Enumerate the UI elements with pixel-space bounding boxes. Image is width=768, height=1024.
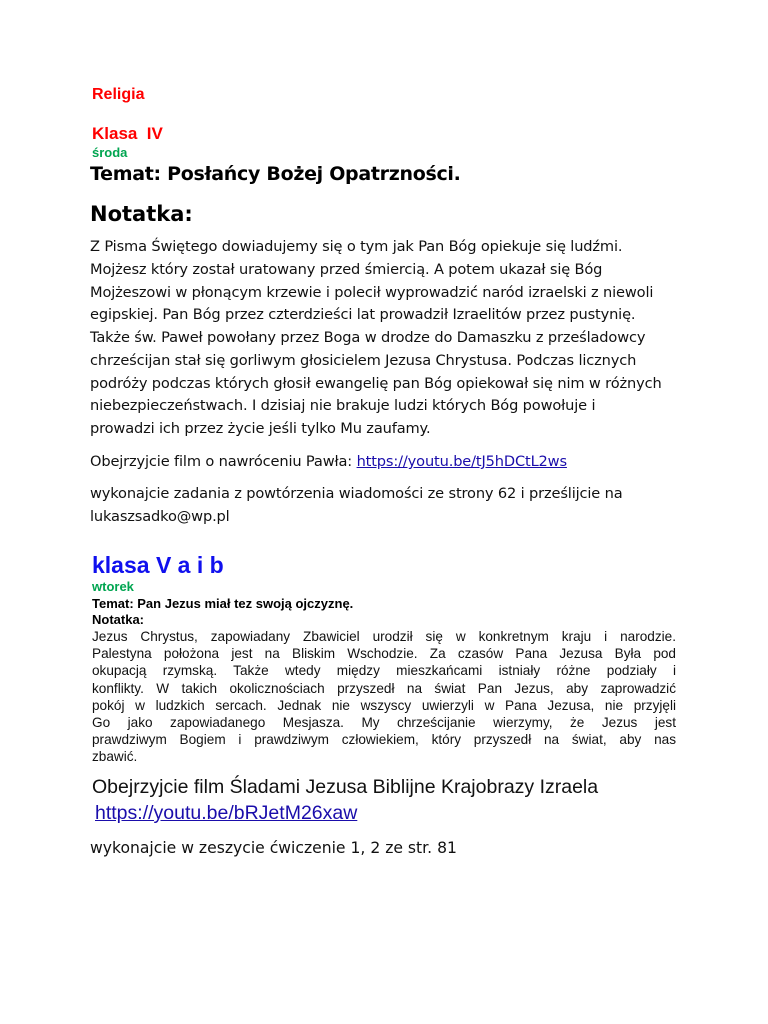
notes-line: Palestyna położona jest na Bliskim Wschodzie. Za czasów Pana Jezusa Była pod bbox=[92, 646, 676, 662]
notes-line: chrześcijan stał się gorliwym głosicielem Jezusa Chrystusa. Podczas licznych bbox=[90, 351, 637, 369]
notes-line: pokój w ludzkich sercach. Jednak nie wszyscy uwierzyli w Pana Jezusa, nie przyjęli bbox=[92, 697, 676, 713]
task-line: wykonajcie zadania z powtórzenia wiadomości ze strony 62 i prześlijcie na bbox=[90, 485, 623, 502]
day-label-wednesday: środa bbox=[92, 145, 128, 160]
film-text-v: Obejrzyjcie film Śladami Jezusa Biblijne Krajobrazy Izraela bbox=[92, 776, 599, 798]
task-email: lukaszsadko@wp.pl bbox=[90, 508, 230, 525]
film-link-v[interactable]: https://youtu.be/bRJetM26xaw bbox=[95, 802, 358, 824]
notes-line: Także św. Paweł powołany przez Boga w drodze do Damaszku z prześladowcy bbox=[90, 329, 646, 346]
notes-paragraph-iv bbox=[90, 236, 690, 441]
notes-heading-iv: Notatka: bbox=[90, 202, 193, 226]
notes-heading-v: Notatka: bbox=[92, 612, 145, 627]
topic-heading-v: Temat: Pan Jezus miał tez swoją ojczyznę. bbox=[92, 596, 354, 611]
notes-line: prawdziwym Bogiem i prawdziwym człowiekiem, który przyszedł na świat, aby nas bbox=[92, 732, 676, 748]
notes-line: zbawić. bbox=[92, 749, 138, 765]
notes-line: Go jako zapowiadanego Mesjasza. My chrześcijanie wierzymy, że Jezus jest bbox=[92, 715, 676, 731]
notes-line: Jezus Chrystus, zapowiadany Zbawiciel urodził się w konkretnym kraju i narodzie. bbox=[92, 629, 676, 644]
class-iv-heading: Klasa IV bbox=[92, 124, 163, 143]
film-paragraph-iv bbox=[90, 451, 567, 473]
film-link-iv[interactable]: https://youtu.be/tJ5hDCtL2ws bbox=[356, 453, 567, 470]
notes-line: Mojżeszowi w płonącym krzewie i polecił wyprowadzić naród izraelski z niewoli bbox=[90, 283, 654, 301]
subject-title: Religia bbox=[92, 86, 145, 103]
topic-heading-iv: Temat: Posłańcy Bożej Opatrzności. bbox=[90, 163, 461, 185]
notes-line: okupacją rzymską. Także wtedy między mieszkańcami istniały różne podziały i bbox=[92, 663, 676, 679]
notes-line: podróży podczas których głosił ewangelię pan Bóg opiekował się nim w różnych bbox=[90, 374, 662, 392]
day-label-tuesday: wtorek bbox=[92, 579, 134, 594]
notes-line: konflikty. W takich okolicznościach przyszedł na świat Pan Jezus, aby zaprowadzić bbox=[92, 680, 676, 696]
notes-line: Z Pisma Świętego dowiadujemy się o tym jak Pan Bóg opiekuje się ludźmi. bbox=[90, 238, 623, 255]
notes-line: Mojżesz który został uratowany przed śmiercią. A potem ukazał się Bóg bbox=[90, 260, 603, 278]
notes-line: egipskiej. Pan Bóg przez czterdzieści lat prowadził Izraelitów przez pustynię. bbox=[90, 306, 636, 324]
notes-paragraph-v bbox=[92, 628, 676, 766]
notes-line: prowadzi ich przez życie jeśli tylko Mu zaufamy. bbox=[90, 420, 431, 437]
task-paragraph-iv bbox=[90, 482, 690, 528]
notes-line: niebezpieczeństwach. I dzisiaj nie brakuje ludzi których Bóg powołuje i bbox=[90, 397, 596, 415]
class-v-heading: klasa V a i b bbox=[92, 552, 224, 578]
task-paragraph-v: wykonajcie w zeszycie ćwiczenie 1, 2 ze str. 81 bbox=[90, 839, 457, 857]
film-text-iv: Obejrzyjcie film o nawróceniu Pawła: bbox=[90, 453, 357, 470]
